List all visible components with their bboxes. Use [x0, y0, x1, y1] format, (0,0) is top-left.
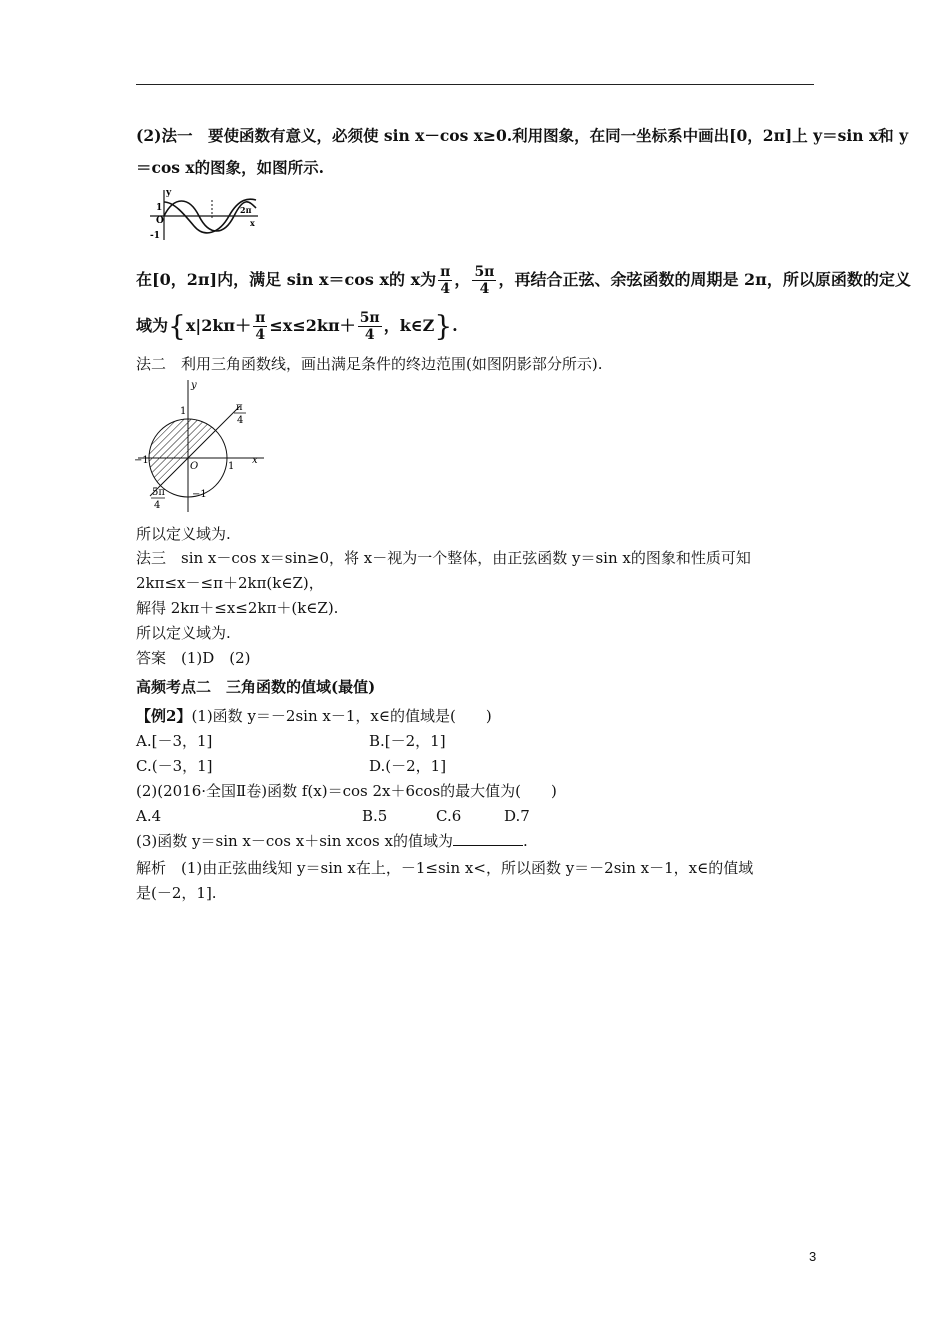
method3-line1: 法三 sin x－cos x＝sin≥0，将 x－视为一个整体，由正弦函数 y＝sin x的图象和性质可知: [136, 549, 751, 567]
circle-top-1-label: 1: [180, 406, 187, 417]
option-c2: C.6: [436, 807, 462, 825]
section-heading: 高频考点二 三角函数的值域(最值): [136, 678, 376, 696]
circle-y-label: y: [191, 380, 197, 391]
example2-question3: (3)函数 y＝sin x－cos x＋sin xcos x的值域为 .: [136, 832, 528, 850]
header-rule: [136, 84, 814, 85]
graph1-x-label: x: [250, 218, 255, 228]
option-a: A.[－3，1]: [136, 732, 213, 750]
method2-line1: 法二 利用三角函数线，画出满足条件的终边范围(如图阴影部分所示).: [136, 355, 603, 373]
angle-5pi-num: 5π: [152, 487, 165, 498]
answer-blank: [453, 831, 523, 846]
circle-bottom-neg1-label: −1: [192, 489, 207, 500]
solution-line2: 是(－2，1].: [136, 884, 217, 902]
solution-line1: 解析 (1)由正弦曲线知 y＝sin x在上，－1≤sin x<，所以函数 y＝－2sin x－1，x∈的值域: [136, 859, 754, 877]
option-a2: A.4: [136, 807, 162, 825]
example2-question1: 【例2】(1)函数 y＝－2sin x－1，x∈的值域是( ): [136, 707, 492, 725]
circle-origin-label: O: [190, 461, 199, 472]
method1-line2: ＝cos x的图象，如图所示.: [136, 158, 325, 177]
circle-right-1-label: 1: [228, 461, 235, 472]
example2-question2: (2)(2016·全国Ⅱ卷)函数 f(x)＝cos 2x＋6cos的最大值为( ): [136, 782, 557, 800]
angle-pi-den: 4: [237, 415, 244, 426]
option-b: B.[－2，1]: [369, 732, 446, 750]
option-c: C.(－3，1]: [136, 757, 213, 775]
answer-line: 答案 (1)D (2): [136, 649, 251, 667]
unit-circle-figure: [130, 374, 270, 514]
graph1-y-label: y: [166, 188, 172, 198]
angle-5pi-den: 4: [154, 500, 161, 511]
graph1-origin-label: O: [156, 216, 164, 226]
circle-left-neg1-label: −1: [134, 455, 149, 466]
option-d: D.(－2，1]: [369, 757, 447, 775]
method3-line2: 2kπ≤x－≤π＋2kπ(k∈Z)，: [136, 574, 324, 592]
circle-x-label: x: [252, 455, 258, 466]
method2-conclusion: 所以定义域为.: [136, 525, 231, 543]
graph1-neg1-label: -1: [150, 231, 160, 241]
page-number: 3: [809, 1249, 817, 1264]
method1-line4-domain: 域为{x|2kπ＋ $\frac{\pi}{4}$ ≤x≤2kπ＋ $\frac{5\pi}{4}$ ，k∈Z}.: [136, 309, 458, 343]
method1-line3: 在[0，2π]内，满足 sin x＝cos x的 x为 $\frac{\pi}{4}$ ， $\frac{5\pi}{4}$ ，再结合正弦、余弦函数的周期是 2π，所以原函数的定义: [136, 264, 911, 297]
method1-line1: (2)法一 要使函数有意义，必须使 sin x－cos x≥0.利用图象，在同一坐标系中画出[0，2π]上 y＝sin x和 y: [136, 126, 909, 145]
graph1-one-label: 1: [156, 203, 163, 213]
angle-pi-num: π: [236, 402, 243, 413]
method3-conclusion: 所以定义域为.: [136, 624, 231, 642]
shaded-region: [149, 419, 216, 486]
method3-line3: 解得 2kπ＋≤x≤2kπ＋(k∈Z).: [136, 599, 339, 617]
sin-cos-graph-figure: [144, 186, 264, 242]
graph1-2pi-label: 2π: [240, 205, 252, 215]
option-b2: B.5: [362, 807, 388, 825]
option-d2: D.7: [504, 807, 530, 825]
